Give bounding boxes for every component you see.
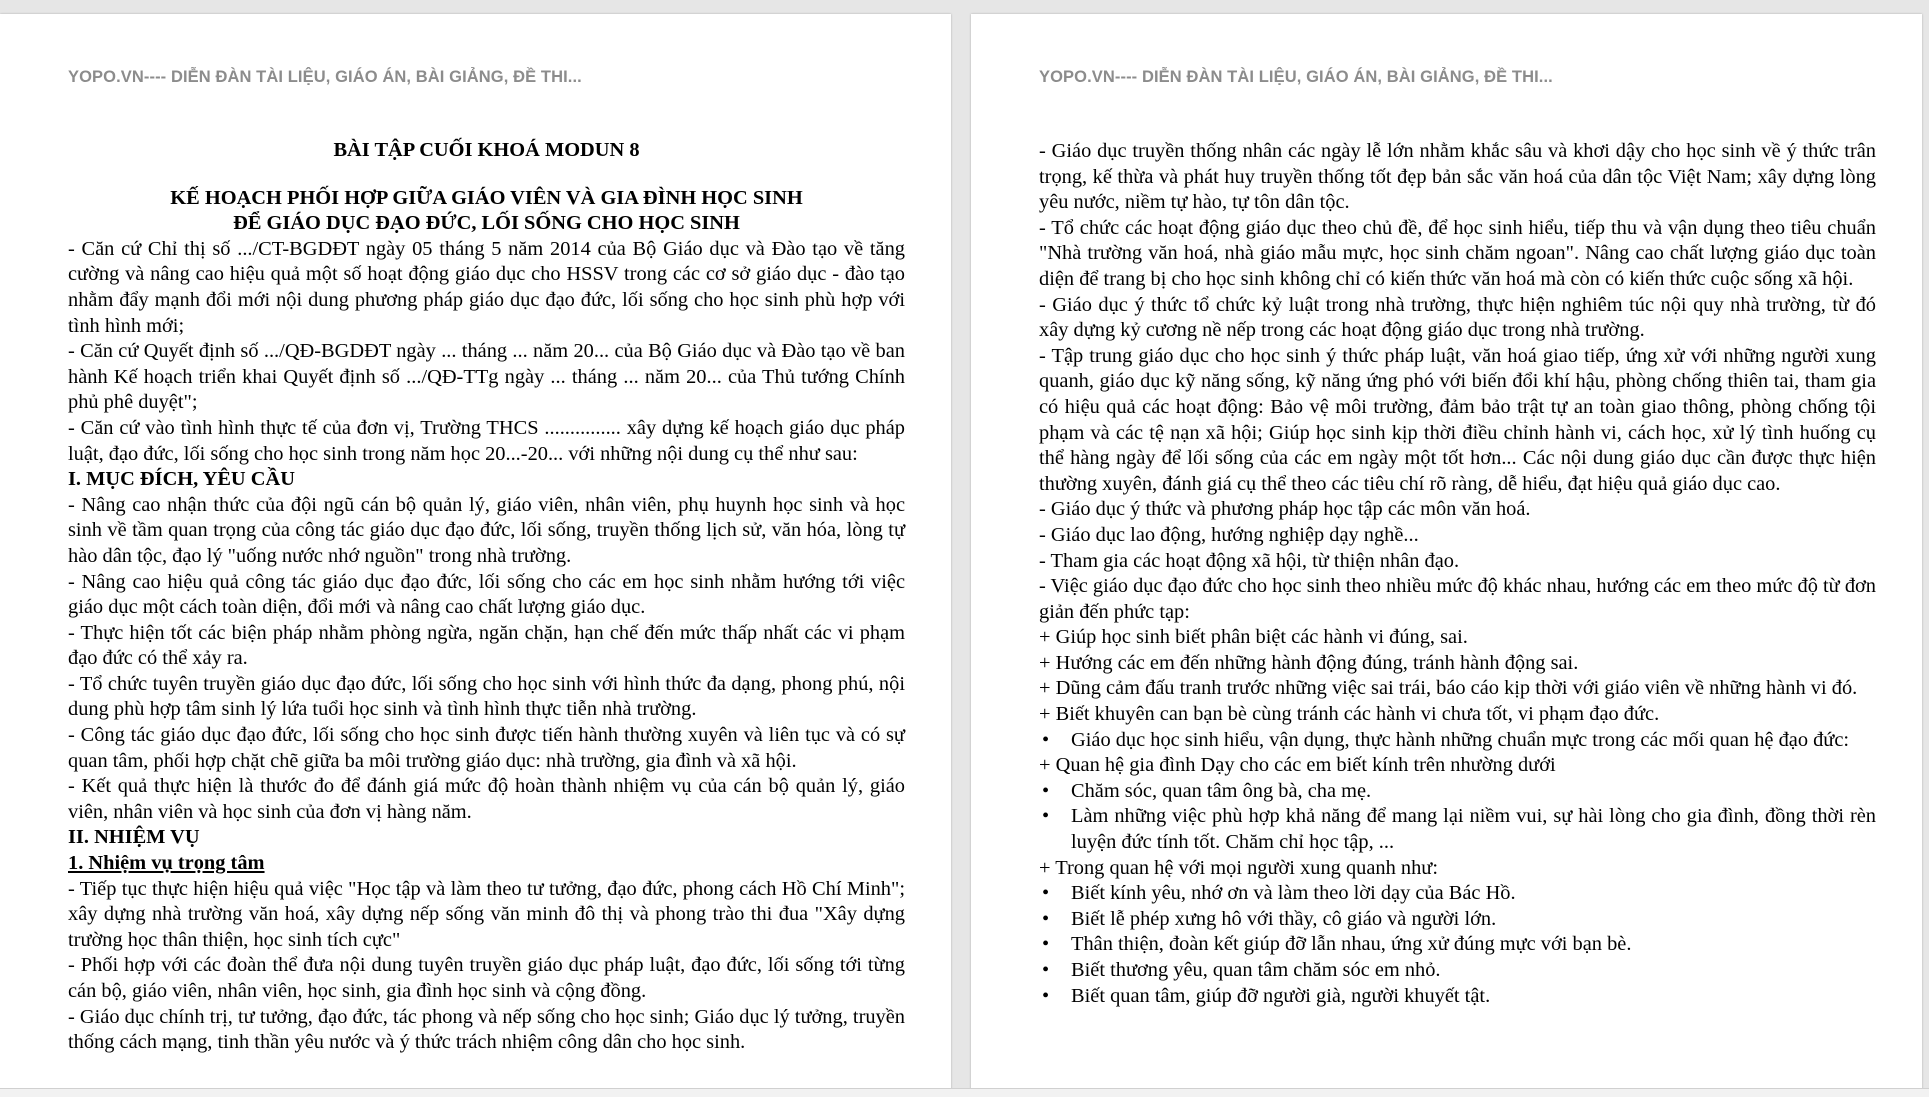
paragraph: - Tổ chức các hoạt động giáo dục theo chủ đề, để học sinh hiểu, tiếp thu và vận dụng theo tiêu chuẩn "Nhà trường văn hoá, nhà giáo mẫu mực, học sinh chăm ngoan". Nâng cao chất lượng giáo dục toàn diện để trang bị cho học sinh không chỉ có kiến thức văn hoá mà còn có kiến thức cuộc sống xã hội. bbox=[1039, 216, 1876, 290]
plan-title-line-2: ĐỂ GIÁO DỤC ĐẠO ĐỨC, LỐI SỐNG CHO HỌC SINH bbox=[233, 212, 740, 235]
page-header: YOPO.VN---- DIỄN ĐÀN TÀI LIỆU, GIÁO ÁN, BÀI GIẢNG, ĐỀ THI... bbox=[68, 68, 582, 86]
plan-title-line-1: KẾ HOẠCH PHỐI HỢP GIỮA GIÁO VIÊN VÀ GIA ĐÌNH HỌC SINH bbox=[170, 186, 803, 209]
paragraph: + Hướng các em đến những hành động đúng, tránh hành động sai. bbox=[1039, 651, 1579, 674]
paragraph: - Căn cứ Quyết định số .../QĐ-BGDĐT ngày ... tháng ... năm 20... của Bộ Giáo dục và Đào tạo về ban hành Kế hoạch triển khai Quyết định số .../QĐ-TTg ngày ... tháng ... năm 20... của Thủ tướng Chính phủ phê duyệt"; bbox=[68, 340, 905, 414]
paragraph: + Trong quan hệ với mọi người xung quanh như: bbox=[1039, 856, 1438, 879]
paragraph: - Giáo dục ý thức tổ chức kỷ luật trong nhà trường, thực hiện nghiêm túc nội quy nhà trường, từ đó xây dựng kỷ cương nề nếp trong các hoạt động giáo dục trong nhà trường. bbox=[1039, 293, 1876, 342]
paragraph: - Thực hiện tốt các biện pháp nhằm phòng ngừa, ngăn chặn, hạn chế đến mức thấp nhất các vi phạm đạo đức có thể xảy ra. bbox=[68, 621, 905, 670]
document-title: BÀI TẬP CUỐI KHOÁ MODUN 8 bbox=[333, 139, 640, 161]
paragraph: - Căn cứ vào tình hình thực tế của đơn vị, Trường THCS ............... xây dựng kế hoạch giáo dục pháp luật, đạo đức, lối sống cho học sinh trong năm học 20...-20... với những nội dung cụ thể như sau: bbox=[68, 416, 905, 465]
paragraph: - Tiếp tục thực hiện hiệu quả việc "Học tập và làm theo tư tưởng, đạo đức, phong cách Hồ Chí Minh"; xây dựng nhà trường văn hoá, xây dựng nếp sống văn minh đô thị và phong trào thi đua "Xây dựng trường học thân thiện, học sinh tích cực" bbox=[68, 877, 905, 951]
bullet-text: Biết thương yêu, quan tâm chăm sóc em nhỏ. bbox=[1071, 959, 1441, 981]
bullet-item bbox=[1039, 907, 1876, 933]
paragraph: - Tổ chức tuyên truyền giáo dục đạo đức, lối sống cho học sinh với hình thức đa dạng, phong phú, nội dung phù hợp tâm sinh lý lứa tuổi học sinh và tình hình thực tiễn nhà trường. bbox=[68, 672, 905, 721]
document-page-right bbox=[971, 14, 1922, 1096]
page-body bbox=[68, 138, 905, 1056]
bullet-text: Chăm sóc, quan tâm ông bà, cha mẹ. bbox=[1071, 779, 1372, 802]
bullet-dot-icon: • bbox=[1042, 882, 1050, 905]
bullet-text: Thân thiện, đoàn kết giúp đỡ lẫn nhau, ứng xử đúng mực với bạn bè. bbox=[1071, 933, 1632, 956]
paragraph: - Giáo dục truyền thống nhân các ngày lễ lớn nhằm khắc sâu và khơi dậy cho học sinh về ý thức trân trọng, kế thừa và phát huy truyền thống tốt đẹp bản sắc văn hoá của dân tộc Việt Nam; xây dựng lòng yêu nước, niềm tự hào, tự tôn dân tộc. bbox=[1039, 140, 1876, 214]
bullet-item bbox=[1039, 881, 1876, 907]
paragraph: - Giáo dục lao động, hướng nghiệp dạy nghề... bbox=[1039, 523, 1419, 546]
page-body bbox=[1039, 139, 1876, 1009]
section-heading: II. NHIỆM VỤ bbox=[68, 826, 200, 849]
paragraph: - Nâng cao nhận thức của đội ngũ cán bộ quản lý, giáo viên, nhân viên, phụ huynh học sinh và học sinh về tầm quan trọng của công tác giáo dục đạo đức, lối sống, truyền thống lịch sử, văn hóa, lòng tự hào dân tộc, đạo lý "uống nước nhớ nguồn" trong nhà trường. bbox=[68, 493, 905, 567]
document-page-left bbox=[0, 14, 951, 1096]
bullet-dot-icon: • bbox=[1042, 984, 1050, 1007]
bullet-dot-icon: • bbox=[1042, 805, 1050, 828]
bullet-item bbox=[1039, 779, 1876, 805]
subsection-heading: 1. Nhiệm vụ trọng tâm bbox=[68, 852, 265, 875]
paragraph: - Căn cứ Chỉ thị số .../CT-BGDĐT ngày 05 tháng 5 năm 2014 của Bộ Giáo dục và Đào tạo về tăng cường và nâng cao hiệu quả một số hoạt động giáo dục cho HSSV trong các cơ sở giáo dục - đào tạo nhằm đẩy mạnh đổi mới nội dung phương pháp giáo dục đạo đức, lối sống cho học sinh phù hợp với tình hình mới; bbox=[68, 237, 905, 337]
section-heading: I. MỤC ĐÍCH, YÊU CẦU bbox=[68, 468, 295, 491]
bullet-text: Biết lễ phép xưng hô với thầy, cô giáo và người lớn. bbox=[1071, 907, 1497, 930]
paragraph: - Giáo dục chính trị, tư tưởng, đạo đức, tác phong và nếp sống cho học sinh; Giáo dục lý tưởng, truyền thống cách mạng, tinh thần yêu nước và ý thức trách nhiệm công dân cho học sinh. bbox=[68, 1005, 905, 1054]
paragraph: - Giáo dục ý thức và phương pháp học tập các môn văn hoá. bbox=[1039, 498, 1531, 521]
bullet-dot-icon: • bbox=[1042, 959, 1050, 981]
paragraph: - Nâng cao hiệu quả công tác giáo dục đạo đức, lối sống cho các em học sinh nhằm hướng tới việc giáo dục một cách toàn diện, đổi mới và nâng cao chất lượng giáo dục. bbox=[68, 570, 905, 619]
bullet-dot-icon: • bbox=[1042, 933, 1050, 956]
bullet-dot-icon: • bbox=[1042, 779, 1050, 802]
paragraph: + Giúp học sinh biết phân biệt các hành vi đúng, sai. bbox=[1039, 626, 1468, 649]
bullet-item bbox=[1039, 728, 1876, 754]
paragraph: - Kết quả thực hiện là thước đo để đánh giá mức độ hoàn thành nhiệm vụ của cán bộ quản lý, giáo viên, nhân viên và học sinh của đơn vị hàng năm. bbox=[68, 775, 905, 823]
page-header: YOPO.VN---- DIỄN ĐÀN TÀI LIỆU, GIÁO ÁN, BÀI GIẢNG, ĐỀ THI... bbox=[1039, 68, 1553, 86]
paragraph: - Việc giáo dục đạo đức cho học sinh theo nhiều mức độ khác nhau, hướng các em theo mức độ từ đơn giản đến phức tạp: bbox=[1039, 575, 1876, 623]
bullet-item bbox=[1039, 958, 1876, 984]
bullet-item bbox=[1039, 804, 1876, 855]
paragraph: - Phối hợp với các đoàn thể đưa nội dung tuyên truyền giáo dục pháp luật, đạo đức, lối sống tới từng cán bộ, giáo viên, nhân viên, học sinh, gia đình học sinh và cộng đồng. bbox=[68, 954, 905, 1002]
bullet-text: Biết quan tâm, giúp đỡ người già, người khuyết tật. bbox=[1071, 984, 1491, 1007]
bullet-dot-icon: • bbox=[1042, 907, 1050, 930]
paragraph: - Tập trung giáo dục cho học sinh ý thức pháp luật, văn hoá giao tiếp, ứng xử với những người xung quanh, giáo dục kỹ năng sống, kỹ năng ứng phó với biến đổi khí hậu, phòng chống thiên tai, tham gia có hiệu quả các hoạt động: Bảo vệ môi trường, đảm bảo trật tự an toàn giao thông, phòng chống tội phạm và các tệ nạn xã hội; Giúp học sinh kịp thời điều chỉnh hành vi, cách học, xử lý tình huống cụ thể hàng ngày để lối sống của các em ngày một tốt hơn... Các nội dung giáo dục cần được thực hiện thường xuyên, đánh giá cụ thể theo các tiêu chí rõ ràng, dễ hiểu, đạt hiệu quả giáo dục cao. bbox=[1039, 344, 1876, 495]
bullet-text: Làm những việc phù hợp khả năng để mang lại niềm vui, sự hài lòng cho gia đình, đồng thời rèn luyện đức tính tốt. Chăm chỉ học tập, ... bbox=[1071, 805, 1876, 854]
paragraph: + Quan hệ gia đình Dạy cho các em biết kính trên nhường dưới bbox=[1039, 754, 1556, 777]
bullet-text: Giáo dục học sinh hiểu, vận dụng, thực hành những chuẩn mực trong các mối quan hệ đạo đức: bbox=[1071, 728, 1850, 751]
bullet-dot-icon: • bbox=[1042, 728, 1050, 751]
bullet-text: Biết kính yêu, nhớ ơn và làm theo lời dạy của Bác Hồ. bbox=[1071, 882, 1516, 905]
paragraph: + Biết khuyên can bạn bè cùng tránh các hành vi chưa tốt, vi phạm đạo đức. bbox=[1039, 703, 1660, 726]
paragraph: - Công tác giáo dục đạo đức, lối sống cho học sinh được tiến hành thường xuyên và liên tục và có sự quan tâm, phối hợp chặt chẽ giữa ba môi trường giáo dục: nhà trường, gia đình và xã hội. bbox=[68, 724, 905, 772]
paragraph: + Dũng cảm đấu tranh trước những việc sai trái, báo cáo kịp thời với giáo viên về những hành vi đó. bbox=[1039, 677, 1858, 700]
bullet-item bbox=[1039, 984, 1876, 1010]
bullet-item bbox=[1039, 932, 1876, 958]
paragraph: - Tham gia các hoạt động xã hội, từ thiện nhân đạo. bbox=[1039, 549, 1460, 572]
